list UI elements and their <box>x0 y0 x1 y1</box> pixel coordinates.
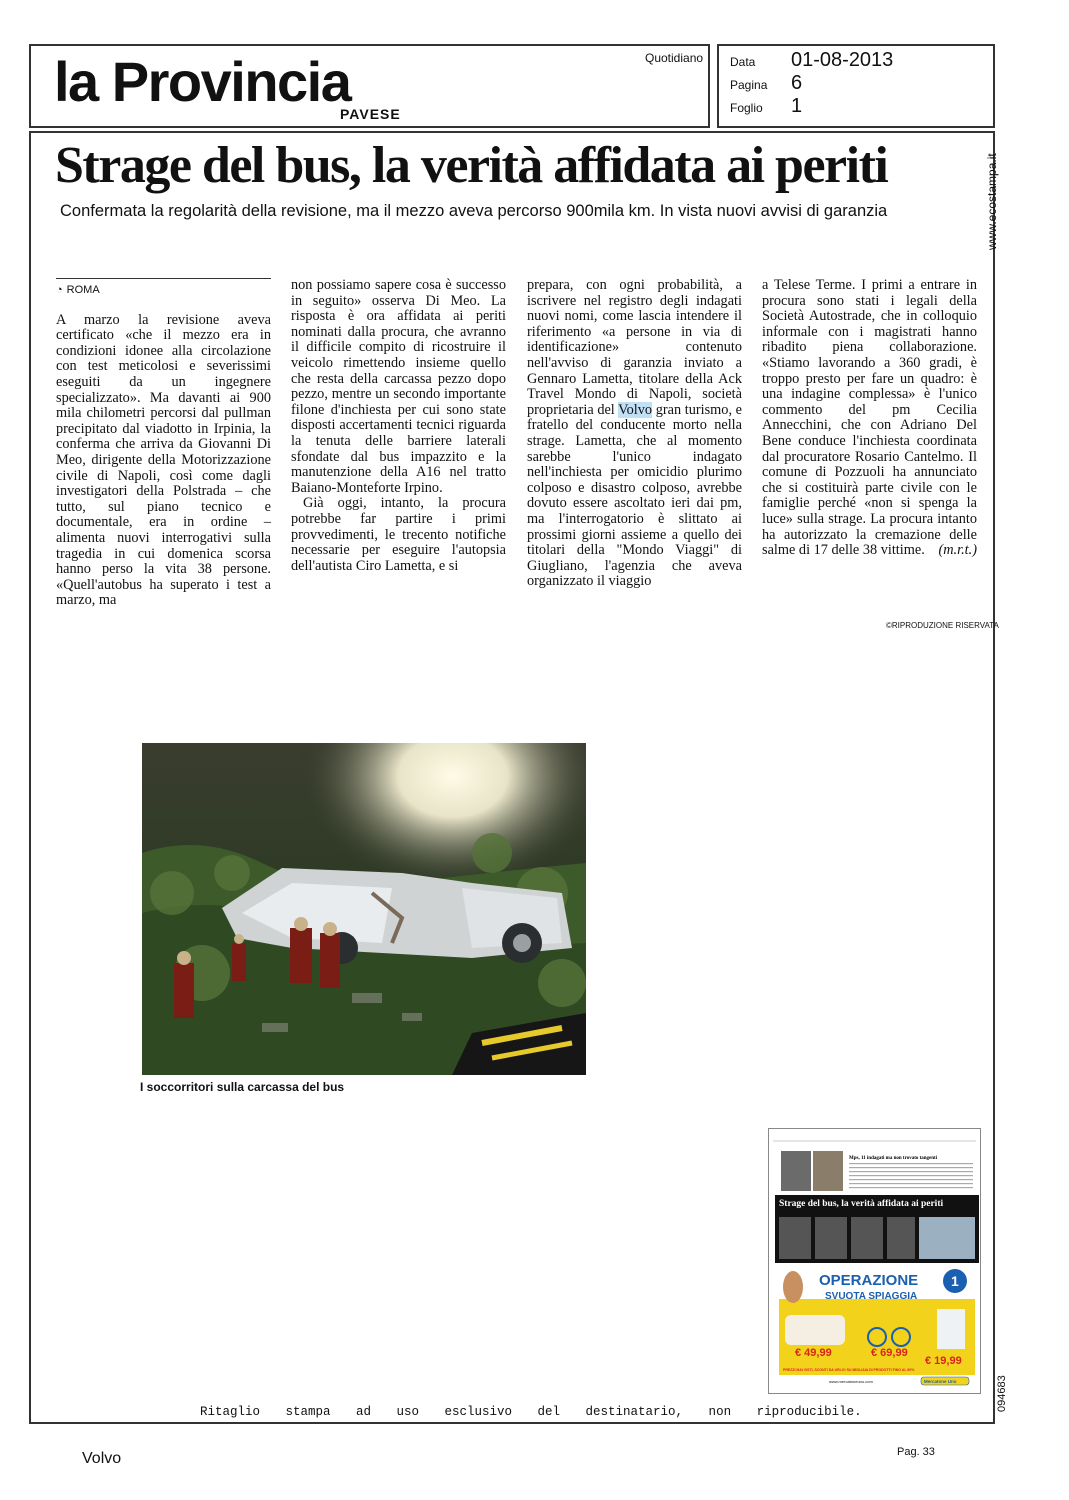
photo-caption: I soccorritori sulla carcassa del bus <box>140 1080 345 1094</box>
author-signature: (m.r.t.) <box>938 542 977 559</box>
page-value: 6 <box>791 72 803 94</box>
date-label: Data <box>730 55 756 69</box>
article-column-4 <box>762 278 977 559</box>
thumbnail-badge: 1 <box>951 1273 959 1289</box>
rights-notice: ©RIPRODUZIONE RISERVATA <box>886 621 999 630</box>
clipping-disclaimer: Ritaglio stampa ad uso esclusivo del destinatario, non riproducibile. <box>200 1405 862 1419</box>
column-3-text-start: prepara, con ogni probabilità, a iscrivere nel registro degli indagati nuovi nomi, come lascia intendere il riferimento «a persone in via di identificazione» contenuto nell'avviso di garanzia inviato a Gennaro Lametta, titolare della Ack Travel Mondo di Napoli, società proprietaria del <box>527 277 742 418</box>
dateline <box>56 278 271 299</box>
newspaper-logo-subtitle: PAVESE <box>340 106 401 122</box>
client-name: Volvo <box>82 1450 122 1467</box>
thumbnail-site: www.mercatoneuno.com <box>829 1379 873 1384</box>
thumbnail-promo: PREZZI MAI VISTI, SCONTI DA URLO! SU MIGLIAIA DI PRODOTTI FINO AL 60% <box>783 1368 915 1372</box>
thumbnail-top-headline: Mps, 11 indagati ma non trovato tangenti <box>849 1156 938 1161</box>
ecostampa-url: www.ecostampa.it <box>985 153 999 250</box>
thumbnail-price-3: € 19,99 <box>925 1355 962 1367</box>
column-2-paragraph-1: non possiamo sapere cosa è successo in seguito» osserva Di Meo. La risposta è ora affidata ai periti nominati dalla procura, che avranno il difficile compito di ricostruire il veicolo rimettendo insieme quello che resta della carcassa pezzo dopo pezzo, mentre un secondo importante filone d'inchiesta per cui sono state disposti accertamenti tecnici riguarda la tenuta delle barriere laterali sfondate dal bus impazzito e la manutenzione della A16 nel tratto Baiano-Monteforte Irpino. <box>291 277 506 496</box>
sheet-label: Foglio <box>730 101 763 115</box>
column-3-text-end: gran turismo, e fratello del conducente morto nella strage. Lametta, che al momento sarebbe l'unico indagato nell'inchiesta per omicidio plurimo colposo e disastro colposo, avrebbe dovuto essere ascoltato ieri dai pm, ma l'interrogatorio è slittato ai prossimi giorni assieme a quello dei titolari della "Mondo Viaggi" di Giugliano, l'agenzia che aveva organizzato il viaggio <box>527 401 742 590</box>
page-number: Pag. 33 <box>897 1446 935 1458</box>
thumbnail-headline: Strage del bus, la verità affidata ai periti <box>779 1199 944 1209</box>
thumbnail-brand: Mercatone Uno <box>924 1379 957 1384</box>
article-headline: Strage del bus, la verità affidata ai periti <box>55 137 888 194</box>
column-1-text: A marzo la revisione aveva certificato «che il mezzo era in condizioni idonee alla circolazione con test meticolosi e severissimi eseguiti da un ingegnere specializzato». Ma davanti ai 900 mila chilometri percorsi dal pullman precipitato dal viadotto in Irpinia, la conferma che arriva da Giovanni Di Meo, dirigente della Motorizzazione civile di Napoli, così come dagli investigatori della Polstrada – che tutto, sul piano tecnico e documentale, era in ordine – alimenta nuovi interrogativi sulla tragedia in cui domenica scorsa hanno perso la vita 38 persone. «Quell'autobus ha superato i test a marzo, ma <box>56 311 271 609</box>
thumbnail-ad-title-2: SVUOTA SPIAGGIA <box>825 1291 918 1302</box>
article-column-3 <box>527 278 742 590</box>
page-label: Pagina <box>730 78 768 92</box>
bus-crash-photo <box>142 743 586 1075</box>
newspaper-logo: la Provincia <box>54 50 351 113</box>
clip-code: 094683 <box>996 1375 1008 1412</box>
article-column-1 <box>56 278 271 609</box>
page-thumbnail <box>768 1128 981 1394</box>
thumbnail-ad-title-1: OPERAZIONE <box>819 1272 919 1289</box>
thumbnail-price-1: € 49,99 <box>795 1347 832 1359</box>
date-value: 01-08-2013 <box>791 49 894 71</box>
dateline-location: ROMA <box>66 284 100 296</box>
article-column-2 <box>291 278 506 574</box>
publication-type: Quotidiano <box>645 51 704 65</box>
highlighted-keyword: Volvo <box>618 401 653 418</box>
column-2-paragraph-2: Già oggi, intanto, la procura potrebbe far partire i primi provvedimenti, le trecento notifiche necessarie per eseguire l'autopsia dell'autista Ciro Lametta, e si <box>291 495 506 574</box>
dateline-marker-icon: ◔ <box>56 284 63 296</box>
article-subheadline: Confermata la regolarità della revisione, ma il mezzo aveva percorso 900mila km. In vista nuovi avvisi di garanzia <box>60 202 888 220</box>
sheet-value: 1 <box>791 95 803 117</box>
column-4-text: a Telese Terme. I primi a entrare in procura sono stati i legali della Società Autostrade, che in colloquio informale con i magistrati hanno ribadito piena collaborazione. «Stiamo lavorando a 360 gradi, è troppo presto per fare un quadro: è una indagine complessa» è l'unico commento del pm Cecilia Annecchini, che con Adriano Del Bene conduce l'inchiesta coordinata dal procuratore Rosario Cantelmo. Il comune di Pozzuoli ha annunciato che si costituirà parte civile con le famiglie perché «non si spenga la luce» sulla strage. La procura intanto ha autorizzato la cremazione delle salme di 17 delle 38 vittime. <box>762 277 977 559</box>
thumbnail-text-block <box>849 1156 938 1161</box>
thumbnail-price-2: € 69,99 <box>871 1347 908 1359</box>
